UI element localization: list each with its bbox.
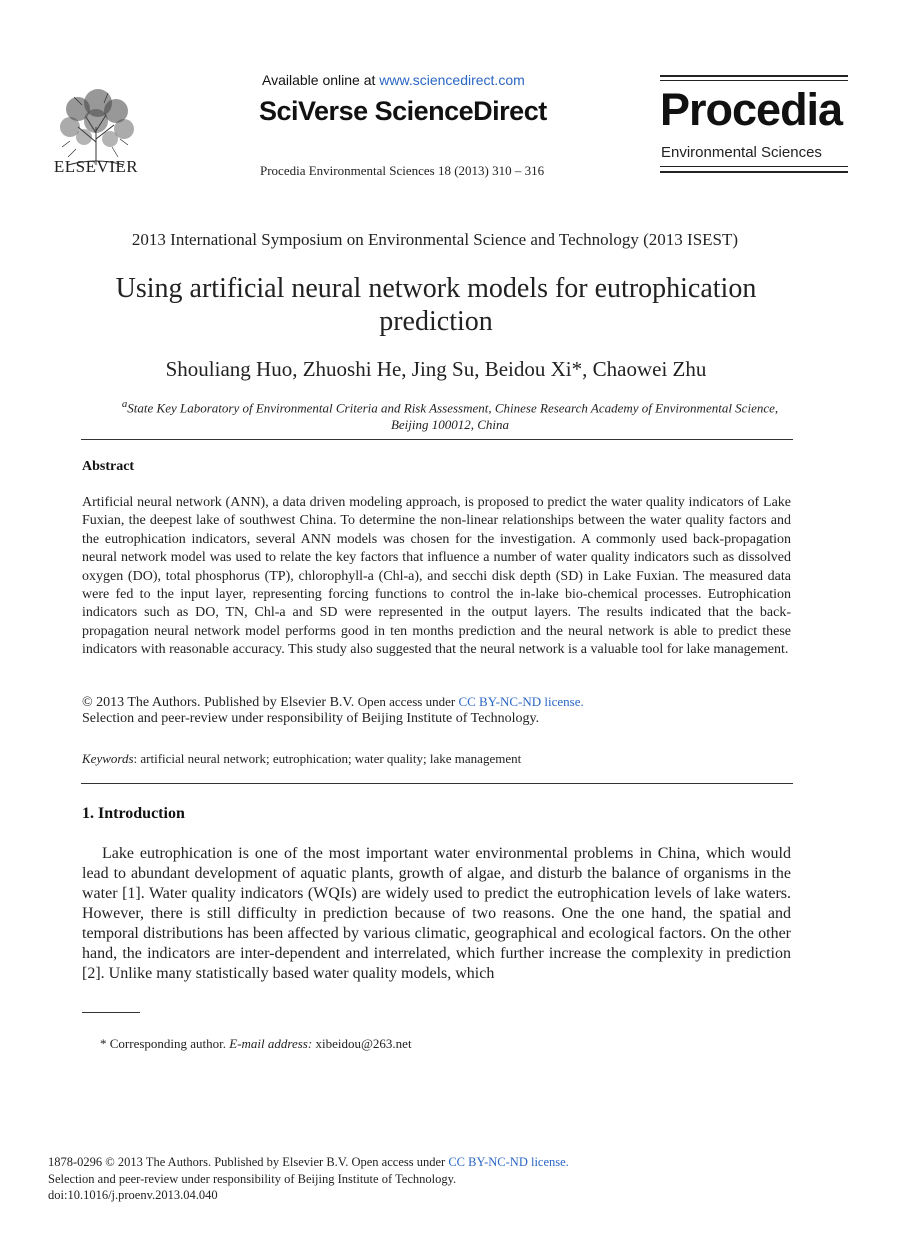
brand-rule-top — [660, 75, 848, 77]
conference-name: 2013 International Symposium on Environmental Science and Technology (2013 ISEST) — [131, 230, 739, 249]
author-list: Shouliang Huo, Zhuoshi He, Jing Su, Beidou Xi*, Chaowei Zhu — [165, 357, 707, 381]
footer-peer-review: Selection and peer-review under responsibility of Beijing Institute of Technology. — [48, 1171, 457, 1186]
available-prefix: Available online at — [262, 72, 380, 88]
brand-rule-bottom-thin — [660, 166, 848, 167]
affiliation-mark: a — [121, 398, 128, 410]
journal-subtitle: Environmental Sciences — [661, 144, 822, 161]
abstract-text: Artificial neural network (ANN), a data driven modeling approach, is proposed to predict the water quality indicators of Lake Fuxian, the deepest lake of southwest China. To determine the non-linear relationships between the water quality factors and the eutrophication indicators, several ANN models was chosen for the investigation. A commonly used back-propagation neural network model was used to relate the key factors that influence a number of water quality indicators such as dissolved oxygen (DO), total phosphorus (TP), chlorophyll-a (Chl-a), and secchi disk depth (SD) in Lake Fuxian. The measured data were fed to the input layer, representing forcing functions to control the in-lake bio-chemical processes. Eutrophication indicators such as DO, TN, Chl-a and SD were represented in the output layers. The results indicated that the back-propagation neural network model performs good in ten months prediction and the neural network is able to predict these indicators with reasonable accuracy. This study also suggested that the neural network is a valuable tool for lake management. — [82, 495, 791, 658]
article-title: Using artificial neural network models for eutrophication prediction — [115, 273, 757, 337]
footer-open-access: Open access under — [351, 1155, 449, 1169]
keywords-list: : artificial neural network; eutrophication; water quality; lake management — [133, 751, 522, 766]
brand-rule-top-thin — [660, 80, 848, 81]
footnote-label: Corresponding author. — [106, 1036, 230, 1051]
divider-bottom — [81, 783, 793, 784]
section-heading: 1. Introduction — [82, 805, 185, 822]
author-email[interactable]: xibeidou@263.net — [312, 1036, 412, 1051]
affiliation — [110, 396, 790, 433]
publisher-logo-text: ELSEVIER — [53, 157, 139, 176]
peer-review-note: Selection and peer-review under responsibility of Beijing Institute of Technology. — [82, 711, 540, 726]
copyright-block — [82, 694, 794, 727]
journal-reference: Procedia Environmental Sciences 18 (2013) 310 – 316 — [260, 163, 545, 178]
email-label: E-mail address: — [229, 1036, 313, 1051]
keywords — [82, 751, 521, 767]
abstract-heading: Abstract — [82, 459, 135, 474]
copyright-text: © 2013 The Authors. Published by Elsevier B.V. — [82, 695, 358, 710]
footer-license-link[interactable]: CC BY-NC-ND license. — [448, 1155, 569, 1169]
footnote-rule — [82, 1012, 140, 1013]
corresponding-author-footnote — [100, 1036, 412, 1052]
license-link[interactable]: CC BY-NC-ND license. — [458, 694, 584, 709]
affiliation-text: State Key Laboratory of Environmental Criteria and Risk Assessment, Chinese Research Academy of Environmental Science, Beijing 100012, China — [127, 400, 779, 433]
sciencedirect-link[interactable]: www.sciencedirect.com — [379, 72, 525, 88]
journal-brand: Procedia — [660, 84, 843, 135]
bottom-matter — [48, 1154, 748, 1204]
issn-line: 1878-0296 © 2013 The Authors. Published by Elsevier B.V. — [48, 1155, 352, 1169]
platform-name: SciVerse ScienceDirect — [259, 96, 547, 126]
doi[interactable]: doi:10.1016/j.proenv.2013.04.040 — [48, 1188, 218, 1202]
footnote-mark: * — [100, 1036, 107, 1051]
introduction-text: Lake eutrophication is one of the most important water environmental problems in China, which would lead to abundant development of aquatic plants, growth of algae, and disturb the balance of organisms in the water [1]. Water quality indicators (WQIs) are widely used to predict the eutrophication levels of lake waters. However, there is still difficulty in prediction because of two reasons. One the one hand, the spatial and temporal distributions has been affected by various climatic, geographical and ecological factors. On the other hand, the indicators are inter-dependent and interrelated, which further increase the complexity in prediction [2]. Unlike many statistically based water quality models, which — [82, 845, 791, 982]
divider-top — [81, 439, 793, 440]
keywords-label: Keywords — [82, 751, 134, 766]
available-online — [262, 72, 525, 88]
brand-rule-bottom — [660, 171, 848, 173]
open-access-text: Open access under — [357, 694, 459, 709]
